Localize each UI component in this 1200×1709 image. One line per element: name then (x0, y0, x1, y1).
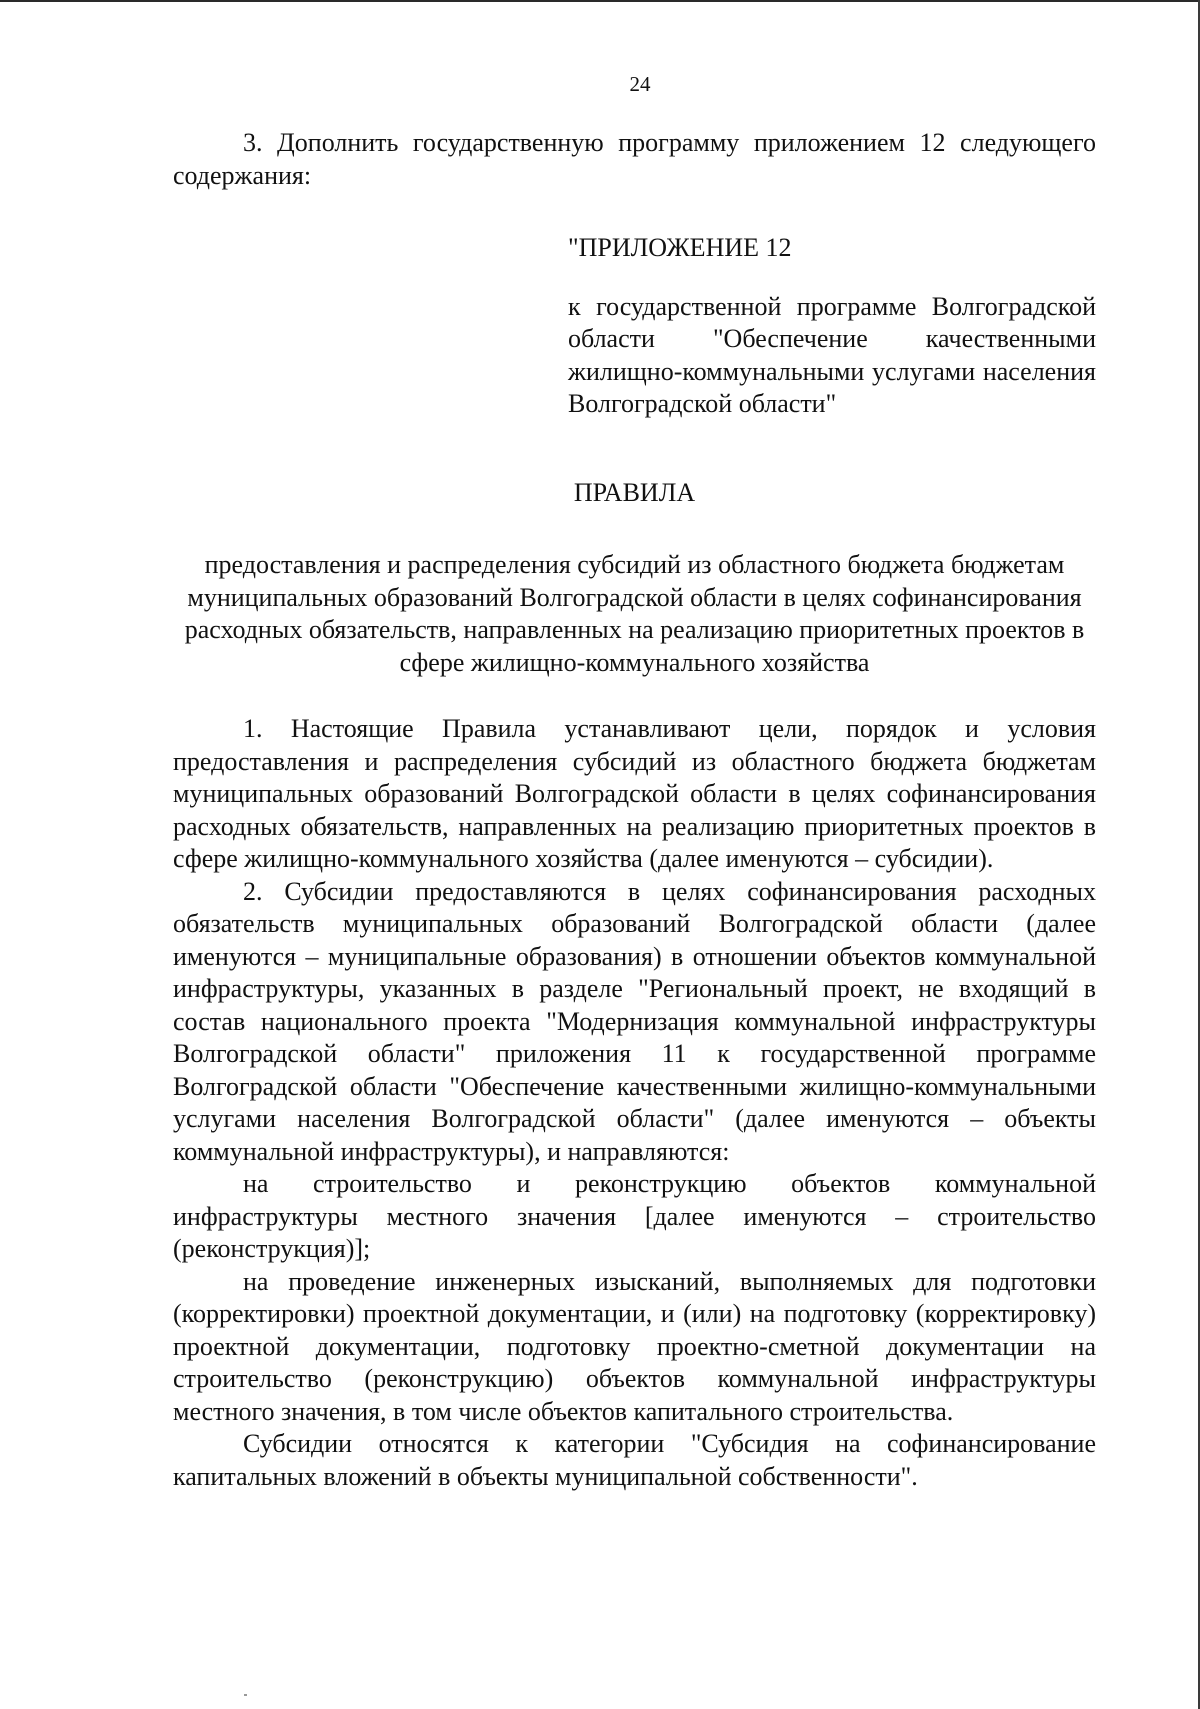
paragraph-2: 2. Субсидии предоставляются в целях софинансирования расходных обязательств муниципальных образований Волгоградской области (далее именуются – муниципальные образования) в отношении объектов коммунальной инфраструктуры, указанных в разделе "Региональный проект, не входящий в состав национального проекта "Модернизация коммунальной инфраструктуры Волгоградской области" приложения 11 к государственной программе Волгоградской области "Обеспечение качественными жилищно-коммунальными услугами населения Волгоградской области" (далее именуются – объекты коммунальной инфраструктуры), и направляются: (173, 876, 1096, 1166)
page-number: 24 (629, 72, 651, 96)
paragraph-construction: на строительство и реконструкцию объектов коммунальной инфраструктуры местного значения [далее именуются – строительство (реконструкция)]; (173, 1169, 1096, 1263)
intro-section (173, 127, 1096, 192)
intro-paragraph: 3. Дополнить государственную программу приложением 12 следующего содержания: (173, 128, 1096, 190)
appendix-subtitle: к государственной программе Волгоградской области "Обеспечение качественными жилищно-коммунальными услугами населения Волгоградской области" (568, 291, 1096, 418)
document-body (173, 127, 1096, 1493)
rules-subtitle: предоставления и распределения субсидий из областного бюджета бюджетам муниципальных образований Волгоградской области в целях софинансирования расходных обязательств, направленных на реализацию приоритетных проектов в сфере жилищно-коммунального хозяйства (184, 550, 1085, 677)
rules-body (173, 713, 1096, 1493)
paragraph-subsidy-category: Субсидии относятся к категории "Субсидия на софинансирование капитальных вложений в объекты муниципальной собственности". (173, 1429, 1096, 1491)
appendix-block (568, 232, 1096, 421)
scan-top-edge (0, 0, 1200, 2)
scan-artifact (244, 1694, 247, 1696)
rules-heading: ПРАВИЛА (573, 477, 696, 507)
paragraph-engineering: на проведение инженерных изысканий, выполняемых для подготовки (корректировки) проектной документации, и (или) на подготовку (корректировку) проектной документации, подготовку проектно-сметной документации на строительство (реконструкцию) объектов коммунальной инфраструктуры местного значения, в том числе объектов капитального строительства. (173, 1266, 1096, 1426)
paragraph-1: 1. Настоящие Правила устанавливают цели, порядок и условия предоставления и распределения субсидий из областного бюджета бюджетам муниципальных образований Волгоградской области в целях софинансирования расходных обязательств, направленных на реализацию приоритетных проектов в сфере жилищно-коммунального хозяйства (далее именуются – субсидии). (173, 714, 1096, 873)
appendix-title: "ПРИЛОЖЕНИЕ 12 (568, 233, 792, 262)
